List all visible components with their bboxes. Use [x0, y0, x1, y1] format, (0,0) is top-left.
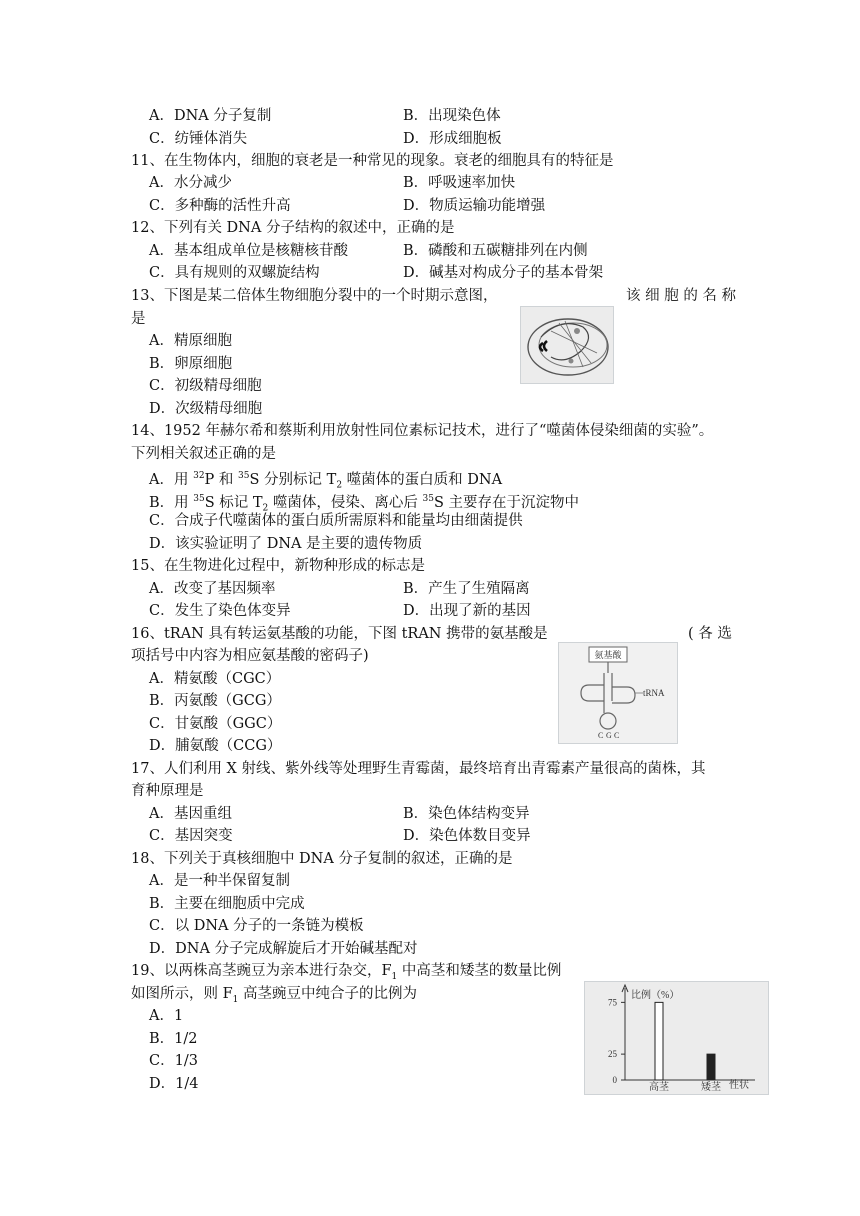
q19-option-d: D．1/4 [149, 1076, 199, 1092]
q16-stem-line1-right: ( 各 选 [688, 626, 732, 642]
q13-option-d: D．次级精母细胞 [149, 401, 263, 417]
q14-stem-line1: 14、1952 年赫尔希和蔡斯利用放射性同位素标记技术，进行了“噬菌体侵染细菌的实验”。 [131, 423, 714, 439]
q10-option-d: D．形成细胞板 [403, 131, 502, 147]
q15-option-d: D．出现了新的基因 [403, 603, 531, 619]
anticodon-base-1: C [598, 731, 604, 740]
bar-short-stem [707, 1054, 715, 1080]
q11-stem: 11、在生物体内，细胞的衰老是一种常见的现象。衰老的细胞具有的特征是 [131, 153, 614, 169]
q16-option-b: B．丙氨酸（GCG） [149, 693, 281, 709]
q10-option-a: A．DNA 分子复制 [149, 108, 272, 124]
q14-stem-line2: 下列相关叙述正确的是 [131, 446, 276, 462]
q14-option-a: A．用 $^{32}$P 和 $^{35}$S 分别标记 $T_2$ 噬菌体的蛋白质和 DNA [149, 471, 503, 491]
q17-option-d: D．染色体数目变异 [403, 828, 531, 844]
ratio-bar-chart [584, 981, 769, 1095]
q18-option-a: A．是一种半保留复制 [149, 873, 290, 889]
q15-option-c: C．发生了染色体变异 [149, 603, 291, 619]
q10-option-c: C．纺锤体消失 [149, 131, 248, 147]
q16-stem-line1: 16、tRAN 具有转运氨基酸的功能，下图 tRAN 携带的氨基酸是 [131, 626, 548, 642]
trna-label: tRNA [643, 688, 665, 698]
q16-option-a: A．精氨酸（CGC） [149, 671, 281, 687]
q14-option-d: D．该实验证明了 DNA 是主要的遗传物质 [149, 536, 423, 552]
q12-option-d: D．碱基对构成分子的基本骨架 [403, 265, 604, 281]
q13-option-b: B．卵原细胞 [149, 356, 233, 372]
q12-option-b: B．磷酸和五碳糖排列在内侧 [403, 243, 588, 259]
q19-option-a: A．1 [149, 1008, 184, 1024]
q19-option-c: C．1/3 [149, 1053, 198, 1069]
q18-stem: 18、下列关于真核细胞中 DNA 分子复制的叙述，正确的是 [131, 851, 513, 867]
q15-option-b: B．产生了生殖隔离 [403, 581, 530, 597]
q17-stem-line1: 17、人们利用 X 射线、紫外线等处理野生青霉菌，最终培育出青霉素产量很高的菌株，其 [131, 761, 706, 777]
cell-division-figure [520, 306, 614, 384]
q18-option-b: B．主要在细胞质中完成 [149, 896, 305, 912]
q15-stem: 15、在生物进化过程中，新物种形成的标志是 [131, 558, 425, 574]
q17-option-a: A．基因重组 [149, 806, 232, 822]
q11-option-a: A．水分减少 [149, 175, 232, 191]
q16-stem-line2: 项括号中内容为相应氨基酸的密码子) [131, 648, 369, 664]
y-tick-label-25: 25 [608, 1049, 617, 1060]
q14-option-c: C．合成子代噬菌体的蛋白质所需原料和能量均由细菌提供 [149, 513, 523, 529]
anticodon-base-3: C [614, 731, 620, 740]
q15-option-a: A．改变了基因频率 [149, 581, 276, 597]
trna-figure [558, 642, 678, 744]
q13-stem-line1: 13、下图是某二倍体生物细胞分裂中的一个时期示意图， [131, 288, 498, 304]
bar-tall-stem [655, 1002, 663, 1080]
y-tick-label-0: 0 [612, 1075, 617, 1085]
q11-option-d: D．物质运输功能增强 [403, 198, 546, 214]
q13-stem-line1-right: 该 细 胞 的 名 称 [626, 288, 737, 304]
q19-stem-line2: 如图所示，则 $F_1$ 高茎豌豆中纯合子的比例为 [131, 986, 418, 1005]
q17-stem-line2: 育种原理是 [131, 783, 204, 799]
q11-option-b: B．呼吸速率加快 [403, 175, 516, 191]
q19-option-b: B．1/2 [149, 1031, 198, 1047]
q17-option-b: B．染色体结构变异 [403, 806, 530, 822]
q12-stem: 12、下列有关 DNA 分子结构的叙述中，正确的是 [131, 220, 455, 236]
q12-option-c: C．具有规则的双螺旋结构 [149, 265, 320, 281]
q19-stem-line1: 19、以两株高茎豌豆为亲本进行杂交，$F_1$ 中高茎和矮茎的数量比例 [131, 963, 562, 982]
q12-option-a: A．基本组成单位是核糖核苷酸 [149, 243, 348, 259]
q18-option-c: C．以 DNA 分子的一条链为模板 [149, 918, 364, 934]
q11-option-c: C．多种酶的活性升高 [149, 198, 291, 214]
q13-stem-line2: 是 [131, 311, 146, 327]
y-tick-label-75: 75 [608, 997, 617, 1008]
q13-option-a: A．精原细胞 [149, 333, 232, 349]
trna-amino-acid-label: 氨基酸 [594, 650, 622, 660]
q16-option-d: D．脯氨酸（CCG） [149, 738, 282, 754]
q14-option-b: B．用 $^{35}$S 标记 $T_2$ 噬菌体，侵染、离心后 $^{35}$S 主要存在于沉淀物中 [149, 494, 579, 514]
q13-option-c: C．初级精母细胞 [149, 378, 262, 394]
q18-option-d: D．DNA 分子完成解旋后才开始碱基配对 [149, 941, 418, 957]
q17-option-c: C．基因突变 [149, 828, 233, 844]
y-axis-label: 比例（%） [631, 990, 680, 1001]
q16-option-c: C．甘氨酸（GGC） [149, 716, 282, 732]
anticodon-base-2: G [606, 731, 612, 740]
category-label-tall-stem: 高茎 [649, 1082, 669, 1093]
category-label-short-stem: 矮茎 [701, 1082, 721, 1093]
q10-option-b: B．出现染色体 [403, 108, 501, 124]
x-axis-label: 性状 [729, 1080, 749, 1091]
